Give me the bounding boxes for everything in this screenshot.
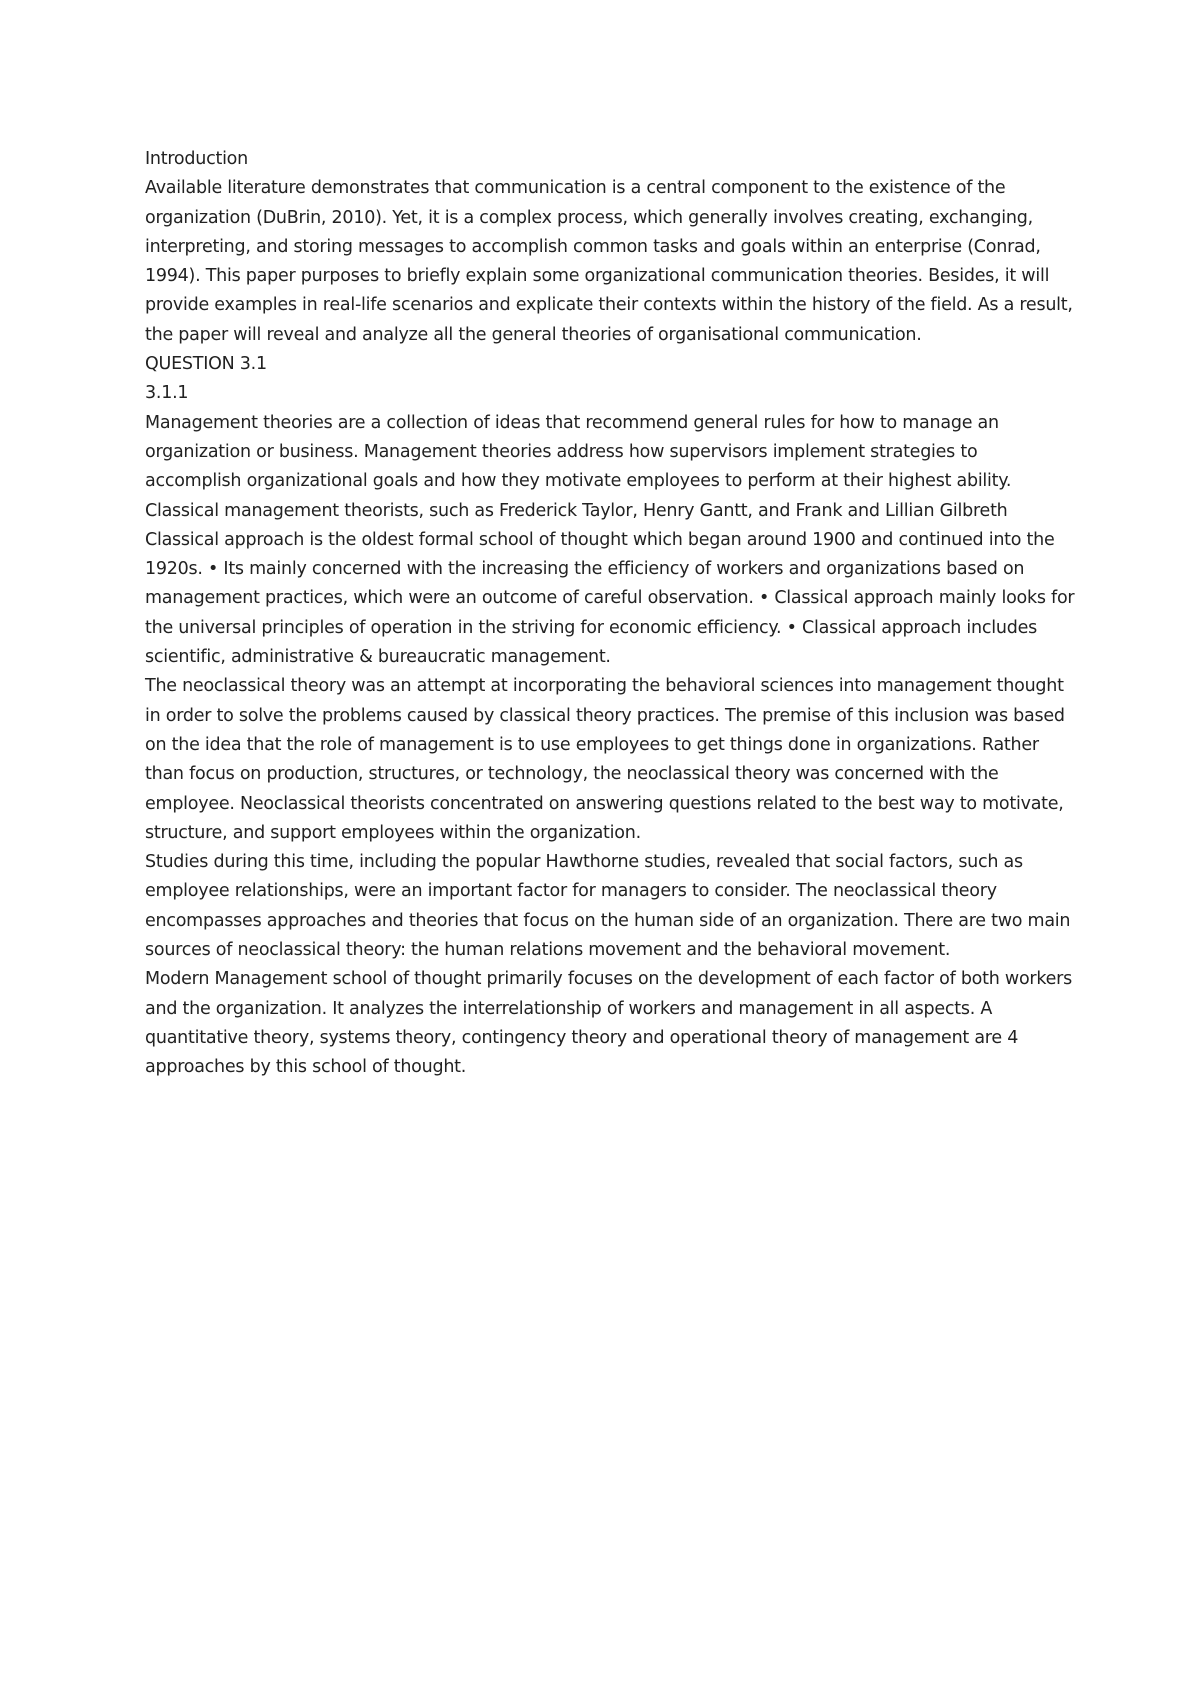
studies-paragraph: Studies during this time, including the popular Hawthorne studies, revealed that social factors, such as employee relationships, were an important factor for managers to consider. The neoclassical theory encompasses approaches and theories that focus on the human side of an organization. There are two main sources of neoclassical theory: the human relations movement and the behavioral movement.: [145, 852, 1071, 961]
document-body: [145, 145, 1075, 1083]
management-paragraph: Management theories are a collection of ideas that recommend general rules for how to manage an organization or business. Management theories address how supervisors implement strategies to accomplish organizational goals and how they motivate employees to perform at their highest ability. Classical management theorists, such as Frederick Taylor, Henry Gantt, and Frank and Lillian Gilbreth: [145, 412, 1012, 521]
neoclassical-paragraph: The neoclassical theory was an attempt at incorporating the behavioral sciences into management thought in order to solve the problems caused by classical theory practices. The premise of this inclusion was based on the idea that the role of management is to use employees to get things done in organizations. Rather than focus on production, structures, or technology, the neoclassical theory was concerned with the employee. Neoclassical theorists concentrated on answering questions related to the best way to motivate, structure, and support employees within the organization.: [145, 676, 1065, 843]
classical-paragraph: Classical approach is the oldest formal school of thought which began around 1900 and continued into the 1920s. • Its mainly concerned with the increasing the efficiency of workers and organizations based on management practices, which were an outcome of careful observation. • Classical approach mainly looks for the universal principles of operation in the striving for economic efficiency. • Classical approach includes scientific, administrative & bureaucratic management.: [145, 529, 1075, 668]
modern-paragraph: Modern Management school of thought primarily focuses on the development of each factor of both workers and the organization. It analyzes the interrelationship of workers and management in all aspects. A quantitative theory, systems theory, contingency theory and operational theory of management are 4 approaches by this school of thought.: [145, 969, 1072, 1078]
intro-heading: Introduction: [145, 149, 248, 169]
intro-paragraph: Available literature demonstrates that communication is a central component to the existence of the organization (DuBrin, 2010). Yet, it is a complex process, which generally involves creating, exchanging, interpreting, and storing messages to accomplish common tasks and goals within an enterprise (Conrad, 1994). This paper purposes to briefly explain some organizational communication theories. Besides, it will provide examples in real-life scenarios and explicate their contexts within the history of the field. As a result, the paper will reveal and analyze all the general theories of organisational communication.: [145, 178, 1073, 345]
question-heading: QUESTION 3.1: [145, 354, 267, 375]
subquestion-heading: 3.1.1: [145, 383, 189, 404]
